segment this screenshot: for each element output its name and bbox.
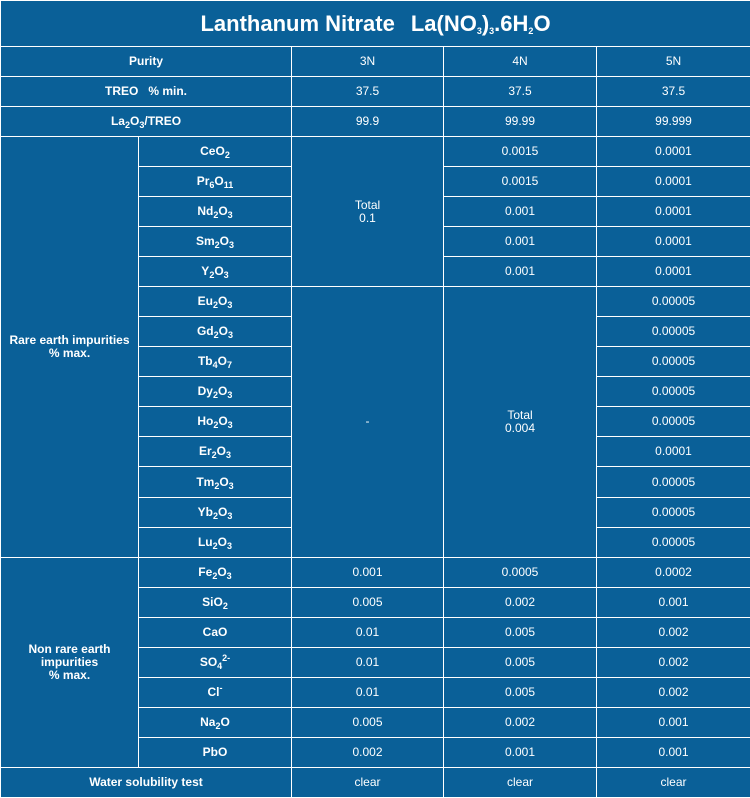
element-name: $Fe_2O_3$ [139, 557, 292, 587]
water-solubility-label: Water solubility test [1, 767, 292, 797]
value-3n: 0.01 [292, 617, 444, 647]
treo-value: 37.5 [444, 77, 597, 107]
value-5n: 0.00005 [597, 317, 750, 347]
value-5n: 0.00005 [597, 347, 750, 377]
formula-subscript: 2 [528, 25, 534, 36]
value-5n: 0.002 [597, 647, 750, 677]
value-4n: 0.002 [444, 587, 597, 617]
value-4n: 0.001 [444, 257, 597, 287]
element-name: $Tm_2O_3$ [139, 467, 292, 497]
la2o3-value: 99.999 [597, 107, 750, 137]
element-name: $Ho_2O_3$ [139, 407, 292, 437]
treo-label: TREO % min. [1, 77, 292, 107]
value-4n: 0.0015 [444, 167, 597, 197]
la2o3-value: 99.9 [292, 107, 444, 137]
element-name: SiO$_2$ [139, 587, 292, 617]
element-name: $Na_2O$ [139, 707, 292, 737]
grade-5n: 5N [597, 47, 750, 77]
value-5n: 0.00005 [597, 467, 750, 497]
value-5n: 0.002 [597, 677, 750, 707]
value-4n: 0.001 [444, 197, 597, 227]
value-5n: 0.001 [597, 707, 750, 737]
value-3n: 0.005 [292, 587, 444, 617]
element-name: $Tb_4O_7$ [139, 347, 292, 377]
dash-3n-rare-earth: - [292, 287, 444, 557]
value-3n: 0.002 [292, 737, 444, 767]
value-5n: 0.00005 [597, 287, 750, 317]
element-name: PbO [139, 737, 292, 767]
value-5n: 0.0001 [597, 257, 750, 287]
formula-subscript: 3 [476, 25, 482, 36]
rare-earth-group-label: Rare earth impurities % max. [1, 137, 139, 557]
value-5n: 0.00005 [597, 407, 750, 437]
formula-part: ) [481, 10, 490, 36]
grade-4n: 4N [444, 47, 597, 77]
water-value: clear [597, 767, 750, 797]
value-5n: 0.0001 [597, 167, 750, 197]
value-4n: 0.0005 [444, 557, 597, 587]
value-3n: 0.005 [292, 707, 444, 737]
element-name: $Sm_2O_3$ [139, 227, 292, 257]
total-4n-rare-earth: Total 0.004 [444, 287, 597, 557]
la2o3-value: 99.99 [444, 107, 597, 137]
element-name: $Eu_2O_3$ [139, 287, 292, 317]
value-5n: 0.00005 [597, 527, 750, 557]
water-value: clear [444, 767, 597, 797]
non-rare-earth-group-label: Non rare earth impurities % max. [1, 557, 139, 767]
element-name: $Lu_2O_3$ [139, 527, 292, 557]
element-name: $SO_4^{2-}$ [139, 647, 292, 677]
element-name: $Yb_2O_3$ [139, 497, 292, 527]
value-5n: 0.0002 [597, 557, 750, 587]
value-5n: 0.00005 [597, 377, 750, 407]
value-3n: 0.01 [292, 647, 444, 677]
value-5n: 0.0001 [597, 137, 750, 167]
element-name: $Y_2O_3$ [139, 257, 292, 287]
element-name: $Gd_2O_3$ [139, 317, 292, 347]
value-4n: 0.005 [444, 677, 597, 707]
treo-value: 37.5 [292, 77, 444, 107]
element-name: $Dy_2O_3$ [139, 377, 292, 407]
formula-subscript: 3 [489, 25, 495, 36]
title-name: Lanthanum Nitrate [200, 10, 395, 36]
value-5n: 0.0001 [597, 227, 750, 257]
element-name: Cl- [139, 677, 292, 707]
total-3n-rare-earth: Total 0.1 [292, 137, 444, 287]
element-name: $Nd_2O_3$ [139, 197, 292, 227]
title-formula [411, 11, 551, 36]
value-4n: 0.005 [444, 647, 597, 677]
treo-value: 37.5 [597, 77, 750, 107]
formula-part: .6H [494, 10, 529, 36]
value-5n: 0.0001 [597, 437, 750, 467]
water-value: clear [292, 767, 444, 797]
value-5n: 0.001 [597, 737, 750, 767]
value-5n: 0.002 [597, 617, 750, 647]
value-4n: 0.0015 [444, 137, 597, 167]
formula-part: O [533, 10, 551, 36]
la2o3-treo-label: $La_2O_3$/TREO [1, 107, 292, 137]
value-4n: 0.002 [444, 707, 597, 737]
purity-label: Purity [1, 47, 292, 77]
value-4n: 0.005 [444, 617, 597, 647]
value-3n: 0.001 [292, 557, 444, 587]
value-5n: 0.00005 [597, 497, 750, 527]
grade-3n: 3N [292, 47, 444, 77]
element-name: CeO$_2$ [139, 137, 292, 167]
value-3n: 0.01 [292, 677, 444, 707]
value-5n: 0.001 [597, 587, 750, 617]
value-4n: 0.001 [444, 227, 597, 257]
value-5n: 0.0001 [597, 197, 750, 227]
formula-part: La(NO [410, 10, 477, 36]
value-4n: 0.001 [444, 737, 597, 767]
element-name: $Pr_6O_{11}$ [139, 167, 292, 197]
element-name: $Er_2O_3$ [139, 437, 292, 467]
page-title [1, 1, 750, 47]
element-name: CaO [139, 617, 292, 647]
